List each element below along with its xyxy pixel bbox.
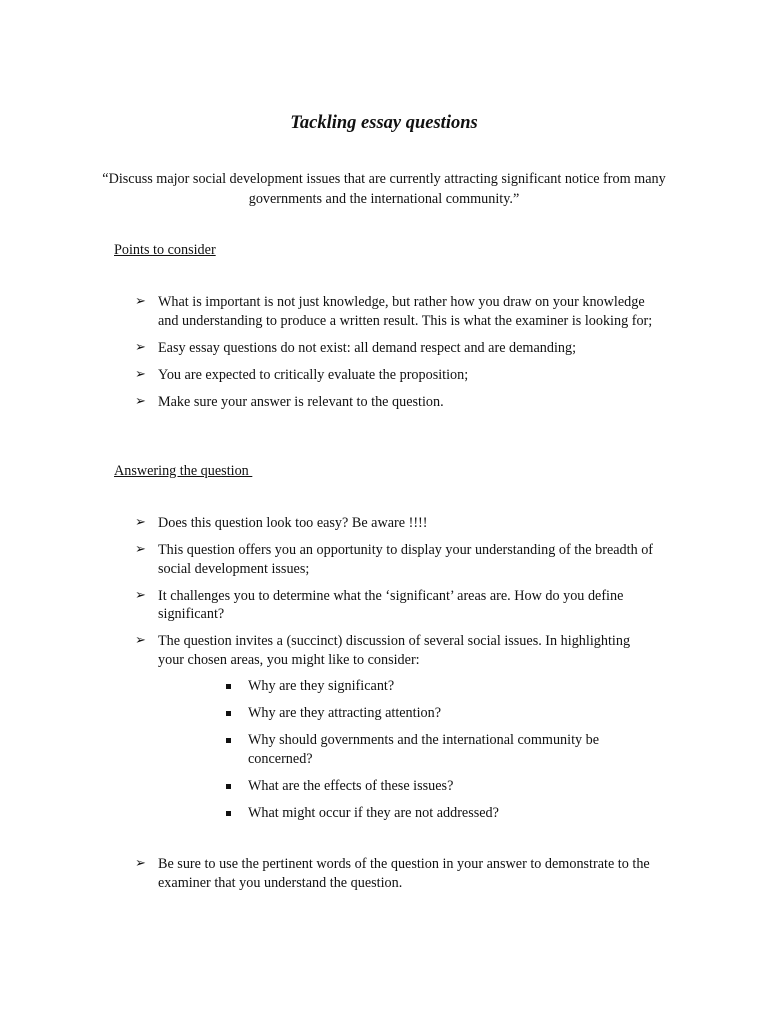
list-item-text: The question invites a (succinct) discussion of several social issues. In highlighting your chosen areas, you might like to consider: [158, 633, 631, 668]
arrow-bullet-icon: ➢ [135, 339, 146, 355]
essay-question-quote: “Discuss major social development issues that are currently attracting significant notice from many governments and the international community.” [102, 171, 666, 207]
sublist-item [225, 677, 645, 696]
square-bullet-icon [226, 711, 231, 716]
sublist-item [225, 777, 645, 796]
sublist-item [225, 704, 645, 723]
list-item-text: Does this question look too easy? Be aware !!!! [158, 515, 428, 531]
list-item [135, 514, 655, 533]
points-to-consider-list [135, 293, 655, 420]
consideration-sublist [225, 677, 645, 831]
square-bullet-icon [226, 784, 231, 789]
sublist-item-text: What are the effects of these issues? [248, 777, 454, 794]
list-item [135, 293, 655, 330]
final-point-list [135, 855, 655, 901]
list-item-text: You are expected to critically evaluate the proposition; [158, 366, 469, 383]
list-item [135, 541, 655, 578]
arrow-bullet-icon: ➢ [135, 294, 146, 309]
square-bullet-icon [226, 811, 231, 816]
arrow-bullet-icon: ➢ [135, 587, 146, 603]
list-item [135, 632, 655, 669]
list-item-text: This question offers you an opportunity to display your understanding of the breadth of social development issues; [158, 542, 654, 577]
square-bullet-icon [226, 684, 231, 689]
sublist-item-text: Why are they attracting attention? [248, 705, 442, 721]
sublist-item-text: Why are they significant? [248, 678, 395, 694]
list-item-text: Make sure your answer is relevant to the question. [158, 393, 444, 410]
list-item [135, 393, 655, 412]
arrow-bullet-icon: ➢ [135, 515, 146, 530]
square-bullet-icon [226, 738, 231, 743]
section-heading-points-to-consider: Points to consider [114, 242, 216, 258]
sublist-item-text: Why should governments and the international community be concerned? [248, 732, 600, 767]
list-item [135, 339, 655, 358]
list-item [135, 855, 655, 892]
list-item [135, 366, 655, 385]
arrow-bullet-icon: ➢ [135, 393, 146, 409]
list-item [135, 587, 655, 624]
sublist-item [225, 804, 645, 823]
arrow-bullet-icon: ➢ [135, 856, 146, 871]
arrow-bullet-icon: ➢ [135, 366, 146, 382]
section-heading-answering-the-question: Answering the question [114, 463, 253, 479]
list-item-text: Be sure to use the pertinent words of the question in your answer to demonstrate to the examiner that you understand the question. [158, 856, 650, 891]
list-item-text: What is important is not just knowledge, but rather how you draw on your knowledge and understanding to produce a written result. This is what the examiner is looking for; [158, 294, 653, 329]
arrow-bullet-icon: ➢ [135, 542, 146, 557]
arrow-bullet-icon: ➢ [135, 633, 146, 648]
document-title: Tackling essay questions [290, 113, 478, 133]
list-item-text: Easy essay questions do not exist: all demand respect and are demanding; [158, 339, 577, 356]
list-item-text: It challenges you to determine what the ‘significant’ areas are. How do you define significant? [158, 587, 624, 622]
answering-the-question-list [135, 514, 655, 678]
sublist-item [225, 731, 645, 768]
sublist-item-text: What might occur if they are not addressed? [248, 804, 499, 821]
